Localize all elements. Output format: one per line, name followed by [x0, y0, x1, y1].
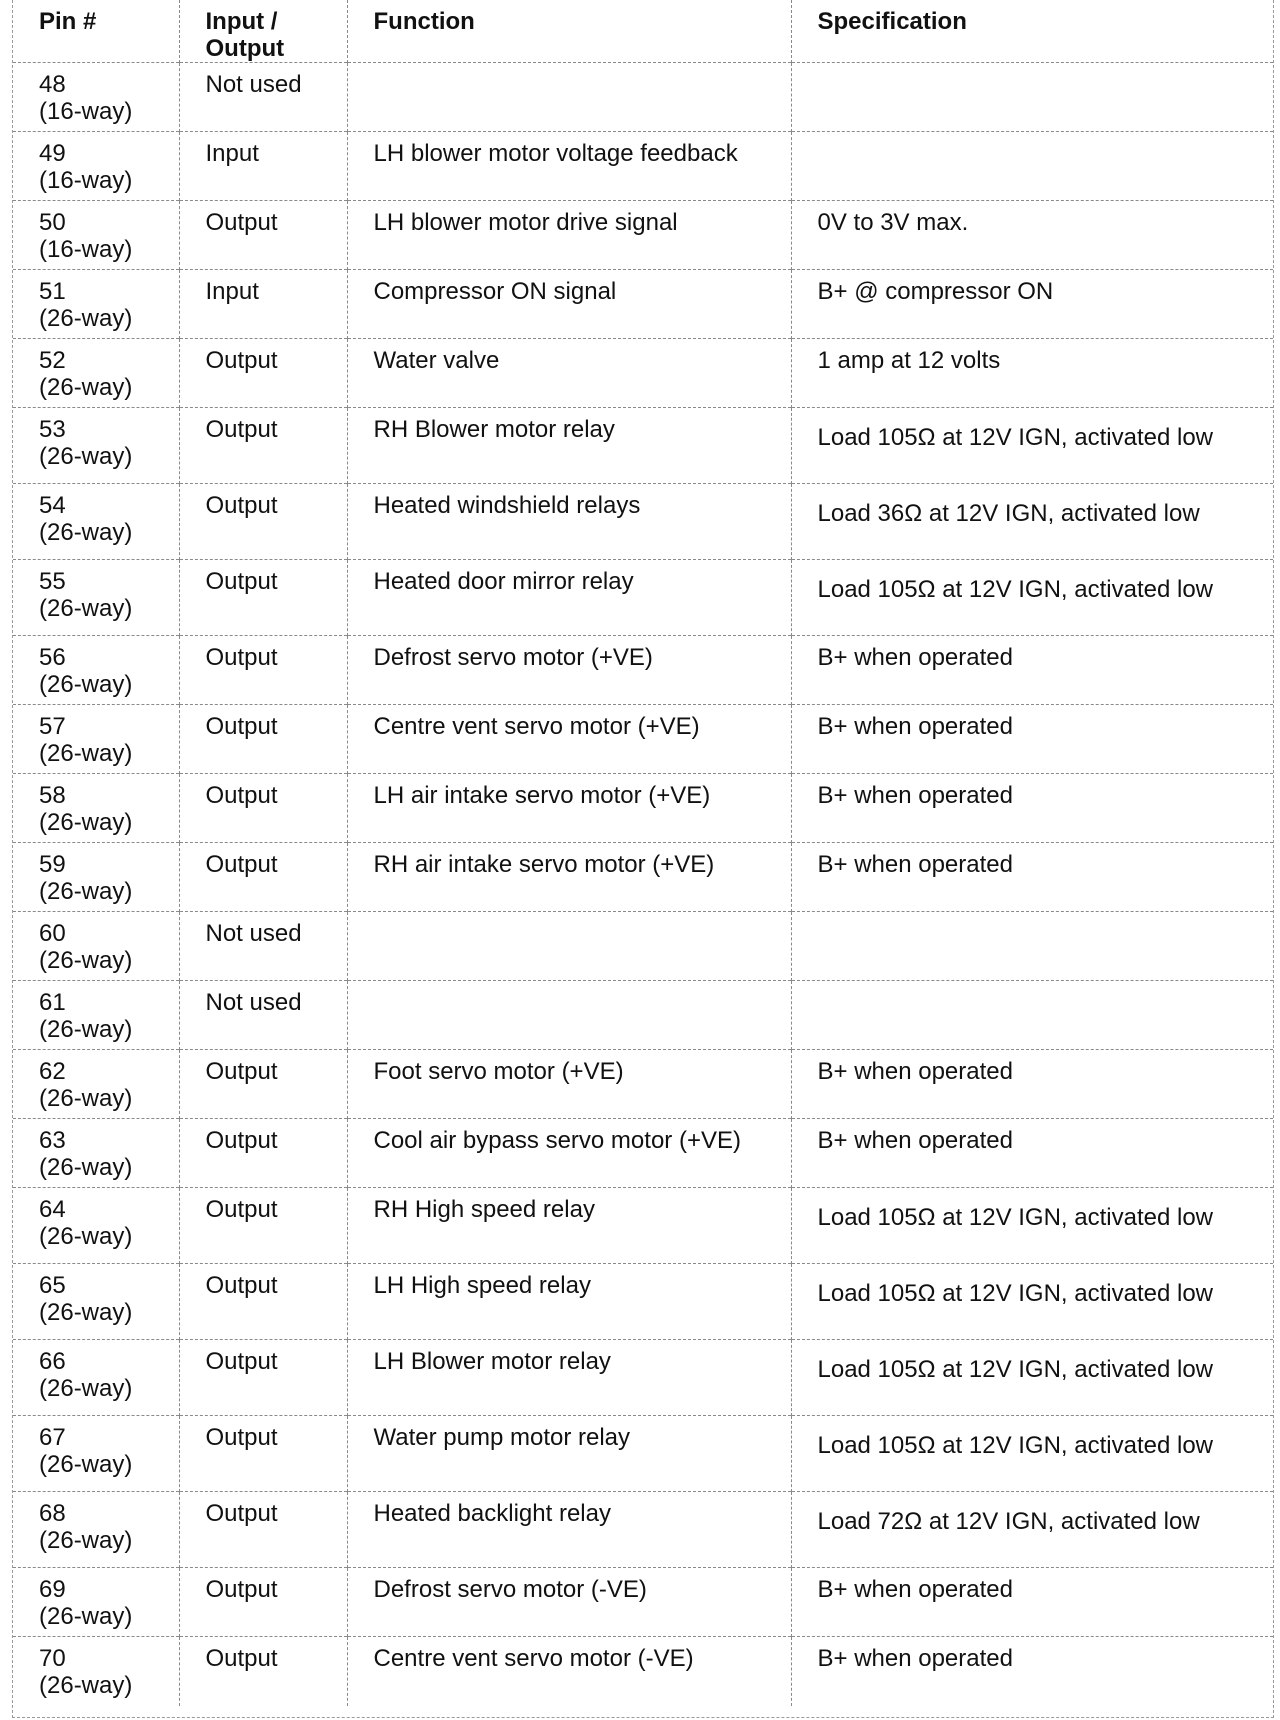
- input-output-cell: Output: [179, 1416, 347, 1492]
- pin-function-table: [13, 0, 1273, 1706]
- connector-way: (26-way): [39, 443, 133, 470]
- function-cell: LH blower motor drive signal: [347, 201, 791, 270]
- pin-cell: [13, 201, 179, 270]
- pin-cell: [13, 1340, 179, 1416]
- connector-way: (26-way): [39, 1603, 133, 1630]
- table-row: [13, 1637, 1273, 1706]
- specification-cell: B+ when operated: [791, 774, 1273, 843]
- pin-cell: [13, 560, 179, 636]
- function-cell: Water valve: [347, 339, 791, 408]
- connector-way: (26-way): [39, 1223, 133, 1250]
- pin-number: 62: [39, 1058, 66, 1085]
- table-row: [13, 1568, 1273, 1637]
- connector-way: (26-way): [39, 1016, 133, 1043]
- connector-way: (16-way): [39, 98, 133, 125]
- table-header-row: [13, 0, 1273, 63]
- pin-number: 61: [39, 989, 66, 1016]
- input-output-cell: Output: [179, 1340, 347, 1416]
- input-output-cell: Output: [179, 1637, 347, 1706]
- pin-number: 64: [39, 1196, 66, 1223]
- specification-cell: Load 105Ω at 12V IGN, activated low: [791, 408, 1273, 484]
- input-output-cell: Output: [179, 408, 347, 484]
- specification-cell: B+ @ compressor ON: [791, 270, 1273, 339]
- function-cell: Heated backlight relay: [347, 1492, 791, 1568]
- connector-way: (26-way): [39, 1299, 133, 1326]
- specification-cell: [791, 132, 1273, 201]
- specification-cell: B+ when operated: [791, 1637, 1273, 1706]
- table-body: [13, 63, 1273, 1706]
- pin-number: 48: [39, 71, 66, 98]
- function-cell: LH High speed relay: [347, 1264, 791, 1340]
- pin-cell: [13, 1416, 179, 1492]
- header-input-output: [179, 0, 347, 63]
- input-output-cell: Output: [179, 484, 347, 560]
- function-cell: Centre vent servo motor (-VE): [347, 1637, 791, 1706]
- pin-cell: [13, 843, 179, 912]
- input-output-cell: Input: [179, 270, 347, 339]
- connector-way: (16-way): [39, 236, 133, 263]
- function-cell: RH air intake servo motor (+VE): [347, 843, 791, 912]
- table-row: [13, 63, 1273, 132]
- connector-way: (26-way): [39, 1154, 133, 1181]
- table-row: [13, 843, 1273, 912]
- pin-number: 51: [39, 278, 66, 305]
- function-cell: Cool air bypass servo motor (+VE): [347, 1119, 791, 1188]
- input-output-cell: Output: [179, 1188, 347, 1264]
- connector-way: (26-way): [39, 595, 133, 622]
- input-output-cell: Output: [179, 1050, 347, 1119]
- table-row: [13, 132, 1273, 201]
- pin-cell: [13, 912, 179, 981]
- specification-cell: Load 105Ω at 12V IGN, activated low: [791, 560, 1273, 636]
- specification-cell: B+ when operated: [791, 1119, 1273, 1188]
- header-specification: Specification: [791, 0, 1273, 63]
- function-cell: LH blower motor voltage feedback: [347, 132, 791, 201]
- pin-cell: [13, 1264, 179, 1340]
- pin-cell: [13, 1050, 179, 1119]
- table-row: [13, 912, 1273, 981]
- header-io-line2: Output: [205, 35, 285, 62]
- function-cell: LH air intake servo motor (+VE): [347, 774, 791, 843]
- table-row: [13, 1264, 1273, 1340]
- pin-number: 59: [39, 851, 66, 878]
- specification-cell: [791, 912, 1273, 981]
- specification-cell: 0V to 3V max.: [791, 201, 1273, 270]
- pin-number: 55: [39, 568, 66, 595]
- specification-cell: B+ when operated: [791, 705, 1273, 774]
- function-cell: [347, 63, 791, 132]
- connector-way: (26-way): [39, 1085, 133, 1112]
- specification-cell: Load 72Ω at 12V IGN, activated low: [791, 1492, 1273, 1568]
- table-row: [13, 774, 1273, 843]
- function-cell: Water pump motor relay: [347, 1416, 791, 1492]
- function-cell: Heated door mirror relay: [347, 560, 791, 636]
- table-row: [13, 270, 1273, 339]
- function-cell: Heated windshield relays: [347, 484, 791, 560]
- connector-way: (16-way): [39, 167, 133, 194]
- specification-cell: 1 amp at 12 volts: [791, 339, 1273, 408]
- input-output-cell: Not used: [179, 63, 347, 132]
- input-output-cell: Not used: [179, 981, 347, 1050]
- pin-number: 70: [39, 1645, 66, 1672]
- input-output-cell: Output: [179, 774, 347, 843]
- pin-number: 60: [39, 920, 66, 947]
- pin-number: 54: [39, 492, 66, 519]
- connector-way: (26-way): [39, 374, 133, 401]
- input-output-cell: Output: [179, 560, 347, 636]
- pin-cell: [13, 1492, 179, 1568]
- table-row: [13, 705, 1273, 774]
- input-output-cell: Output: [179, 201, 347, 270]
- table-row: [13, 1050, 1273, 1119]
- connector-way: (26-way): [39, 878, 133, 905]
- table-row: [13, 1416, 1273, 1492]
- pin-cell: [13, 774, 179, 843]
- function-cell: [347, 981, 791, 1050]
- specification-cell: [791, 981, 1273, 1050]
- pin-cell: [13, 484, 179, 560]
- function-cell: Compressor ON signal: [347, 270, 791, 339]
- pin-number: 63: [39, 1127, 66, 1154]
- input-output-cell: Not used: [179, 912, 347, 981]
- pin-number: 65: [39, 1272, 66, 1299]
- pin-number: 50: [39, 209, 66, 236]
- pin-number: 66: [39, 1348, 66, 1375]
- header-io-line1: Input /: [205, 8, 278, 35]
- input-output-cell: Output: [179, 1568, 347, 1637]
- pin-number: 58: [39, 782, 66, 809]
- pin-cell: [13, 339, 179, 408]
- header-function: Function: [347, 0, 791, 63]
- connector-way: (26-way): [39, 1527, 133, 1554]
- connector-way: (26-way): [39, 305, 133, 332]
- specification-cell: Load 105Ω at 12V IGN, activated low: [791, 1340, 1273, 1416]
- connector-way: (26-way): [39, 671, 133, 698]
- input-output-cell: Output: [179, 1119, 347, 1188]
- function-cell: [347, 912, 791, 981]
- specification-cell: B+ when operated: [791, 636, 1273, 705]
- input-output-cell: Output: [179, 1492, 347, 1568]
- pin-cell: [13, 408, 179, 484]
- pin-cell: [13, 132, 179, 201]
- pin-cell: [13, 270, 179, 339]
- table-row: [13, 484, 1273, 560]
- connector-way: (26-way): [39, 1375, 133, 1402]
- input-output-cell: Output: [179, 636, 347, 705]
- pin-cell: [13, 636, 179, 705]
- input-output-cell: Output: [179, 339, 347, 408]
- table-row: [13, 981, 1273, 1050]
- pin-cell: [13, 1188, 179, 1264]
- table-row: [13, 408, 1273, 484]
- connector-way: (26-way): [39, 809, 133, 836]
- specification-cell: Load 105Ω at 12V IGN, activated low: [791, 1188, 1273, 1264]
- specification-cell: B+ when operated: [791, 843, 1273, 912]
- table-row: [13, 1119, 1273, 1188]
- table-row: [13, 1492, 1273, 1568]
- table-row: [13, 636, 1273, 705]
- specification-cell: Load 36Ω at 12V IGN, activated low: [791, 484, 1273, 560]
- function-cell: RH High speed relay: [347, 1188, 791, 1264]
- connector-way: (26-way): [39, 519, 133, 546]
- input-output-cell: Input: [179, 132, 347, 201]
- pin-cell: [13, 705, 179, 774]
- function-cell: Centre vent servo motor (+VE): [347, 705, 791, 774]
- table-row: [13, 339, 1273, 408]
- pin-number: 68: [39, 1500, 66, 1527]
- pin-number: 56: [39, 644, 66, 671]
- table-row: [13, 560, 1273, 636]
- pin-cell: [13, 981, 179, 1050]
- specification-cell: Load 105Ω at 12V IGN, activated low: [791, 1416, 1273, 1492]
- input-output-cell: Output: [179, 843, 347, 912]
- specification-cell: Load 105Ω at 12V IGN, activated low: [791, 1264, 1273, 1340]
- pin-number: 52: [39, 347, 66, 374]
- pin-number: 57: [39, 713, 66, 740]
- header-pin: Pin #: [39, 8, 97, 35]
- function-cell: Defrost servo motor (-VE): [347, 1568, 791, 1637]
- table-row: [13, 201, 1273, 270]
- pin-number: 69: [39, 1576, 66, 1603]
- specification-cell: B+ when operated: [791, 1050, 1273, 1119]
- specification-cell: [791, 63, 1273, 132]
- function-cell: RH Blower motor relay: [347, 408, 791, 484]
- pin-cell: [13, 1637, 179, 1706]
- input-output-cell: Output: [179, 705, 347, 774]
- connector-way: (26-way): [39, 1672, 133, 1699]
- pin-number: 53: [39, 416, 66, 443]
- pin-cell: [13, 1568, 179, 1637]
- function-cell: Foot servo motor (+VE): [347, 1050, 791, 1119]
- table-row: [13, 1188, 1273, 1264]
- connector-way: (26-way): [39, 1451, 133, 1478]
- function-cell: Defrost servo motor (+VE): [347, 636, 791, 705]
- connector-way: (26-way): [39, 740, 133, 767]
- pin-cell: [13, 1119, 179, 1188]
- pin-cell: [13, 63, 179, 132]
- pin-number: 67: [39, 1424, 66, 1451]
- connector-way: (26-way): [39, 947, 133, 974]
- function-cell: LH Blower motor relay: [347, 1340, 791, 1416]
- input-output-cell: Output: [179, 1264, 347, 1340]
- pin-number: 49: [39, 140, 66, 167]
- specification-cell: B+ when operated: [791, 1568, 1273, 1637]
- table-row: [13, 1340, 1273, 1416]
